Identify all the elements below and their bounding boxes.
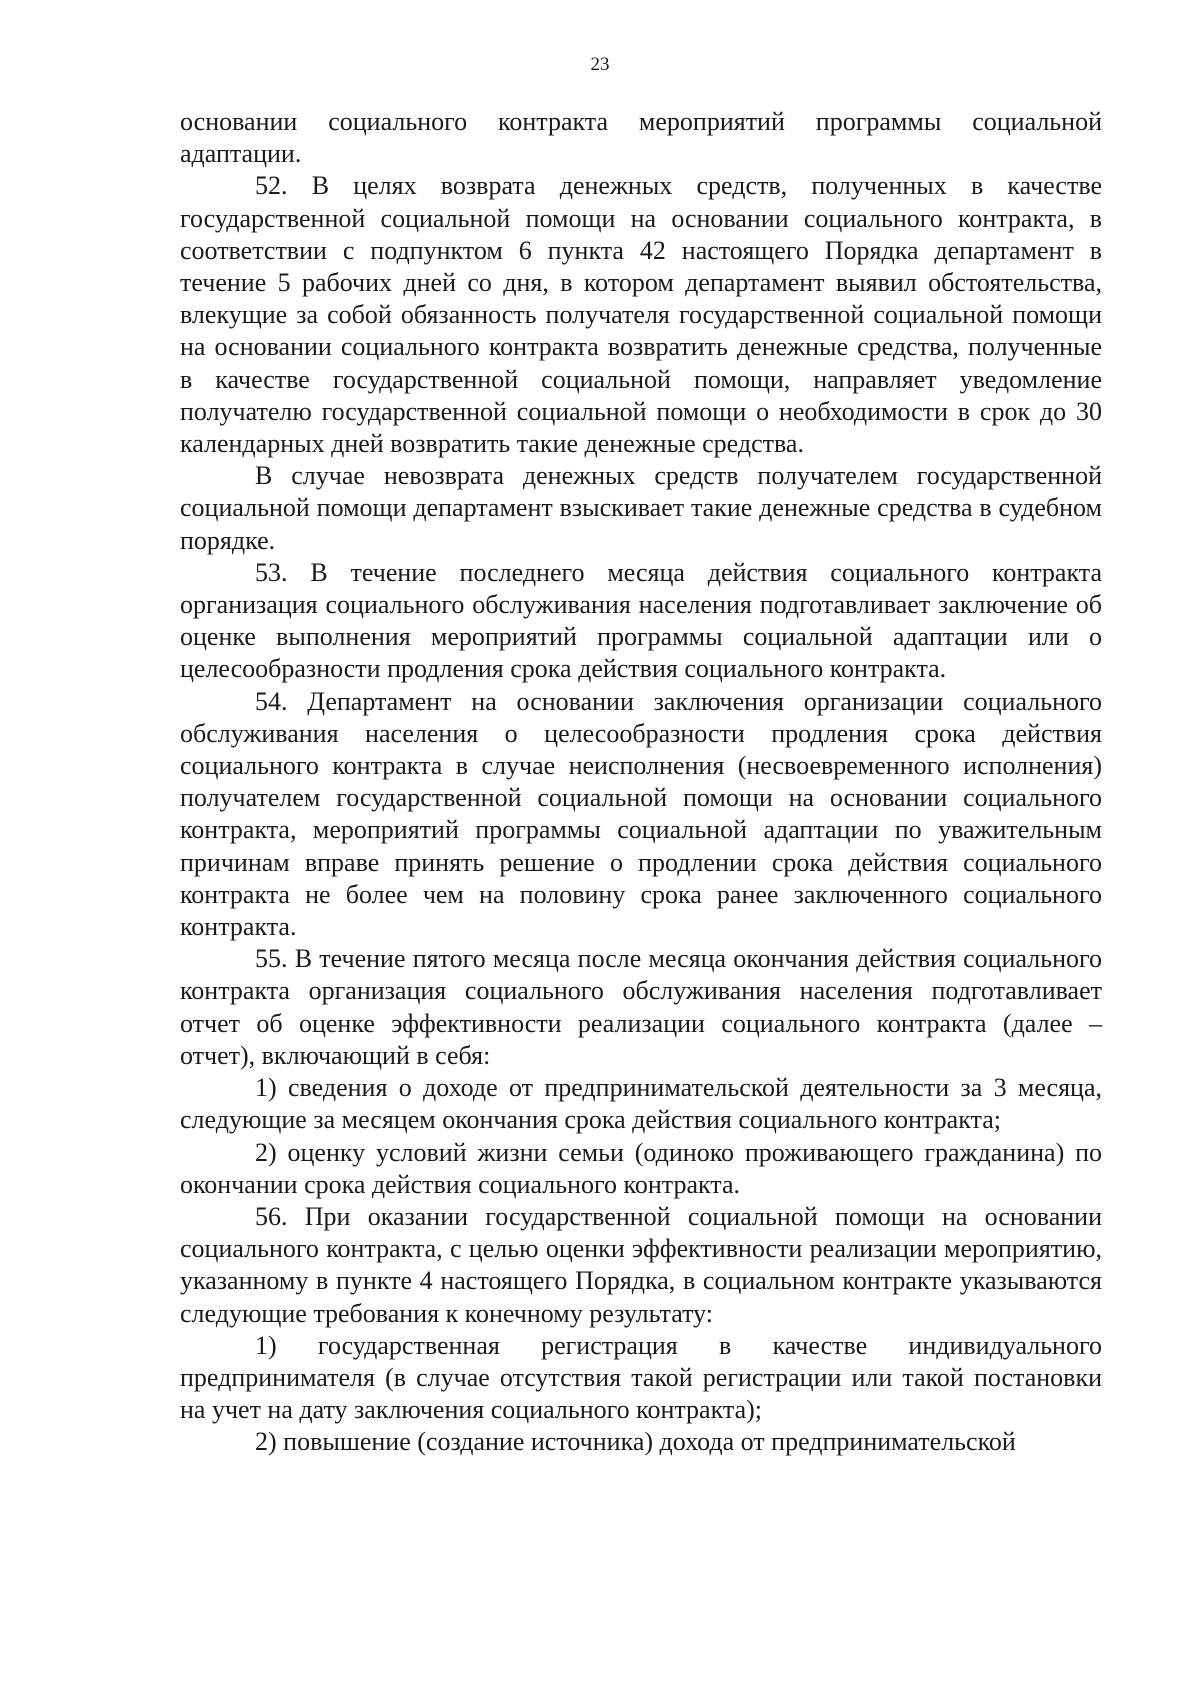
- paragraph-item-55-sub-2: 2) оценку условий жизни семьи (одиноко проживающего гражданина) по окончании срока действия социального контракта.: [180, 1137, 1102, 1199]
- paragraph-item-53: 53. В течение последнего месяца действия социального контракта организация социального обслуживания населения подготавливает заключение об оценке выполнения мероприятий программы социальной адаптации или о целесообразности продления срока действия социального контракта.: [180, 557, 1102, 684]
- paragraph-item-56-sub-1: 1) государственная регистрация в качестве индивидуального предпринимателя (в случае отсутствия такой регистрации или такой постановки на учет на дату заключения социального контракта);: [180, 1330, 1102, 1425]
- paragraph-item-54: 54. Департамент на основании заключения организации социального обслуживания населения о целесообразности продления срока действия социального контракта в случае неисполнения (несвоевременного исполнения) получателем государственной социальной помощи на основании социального контракта, мероприятий программы социальной адаптации по уважительным причинам вправе принять решение о продлении срока действия социального контракта не более чем на половину срока ранее заключенного социального контракта.: [180, 686, 1102, 942]
- paragraph-item-52: 52. В целях возврата денежных средств, полученных в качестве государственной социальной помощи на основании социального контракта, в соответствии с подпунктом 6 пункта 42 настоящего Порядка департамент в течение 5 рабочих дней со дня, в котором департамент выявил обстоятельства, влекущие за собой обязанность получателя государственной социальной помощи на основании социального контракта возвратить денежные средства, полученные в качестве государственной социальной помощи, направляет уведомление получателю государственной социальной помощи о необходимости в срок до 30 календарных дней возвратить такие денежные средства.: [180, 171, 1102, 459]
- paragraph-item-56: 56. При оказании государственной социальной помощи на основании социального контракта, с целью оценки эффективности реализации мероприятию, указанному в пункте 4 настоящего Порядка, в социальном контракте указываются следующие требования к конечному результату:: [180, 1201, 1102, 1328]
- paragraph-continuation: основании социального контракта мероприятий программы социальной адаптации.: [180, 107, 1102, 169]
- paragraph-item-52-nonreturn: В случае невозврата денежных средств получателем государственной социальной помощи департамент взыскивает такие денежные средства в судебном порядке.: [180, 461, 1102, 555]
- paragraph-item-56-sub-2: 2) повышение (создание источника) дохода от предпринимательской: [255, 1427, 1016, 1457]
- paragraph-item-55-sub-1: 1) сведения о доходе от предпринимательской деятельности за 3 месяца, следующие за месяцем окончания срока действия социального контракта;: [180, 1073, 1102, 1135]
- document-body: [180, 106, 1102, 1459]
- page-number: 23: [590, 54, 610, 75]
- paragraph-item-55: 55. В течение пятого месяца после месяца окончания действия социального контракта организация социального обслуживания населения подготавливает отчет об оценке эффективности реализации социального контракта (далее – отчет), включающий в себя:: [180, 944, 1102, 1070]
